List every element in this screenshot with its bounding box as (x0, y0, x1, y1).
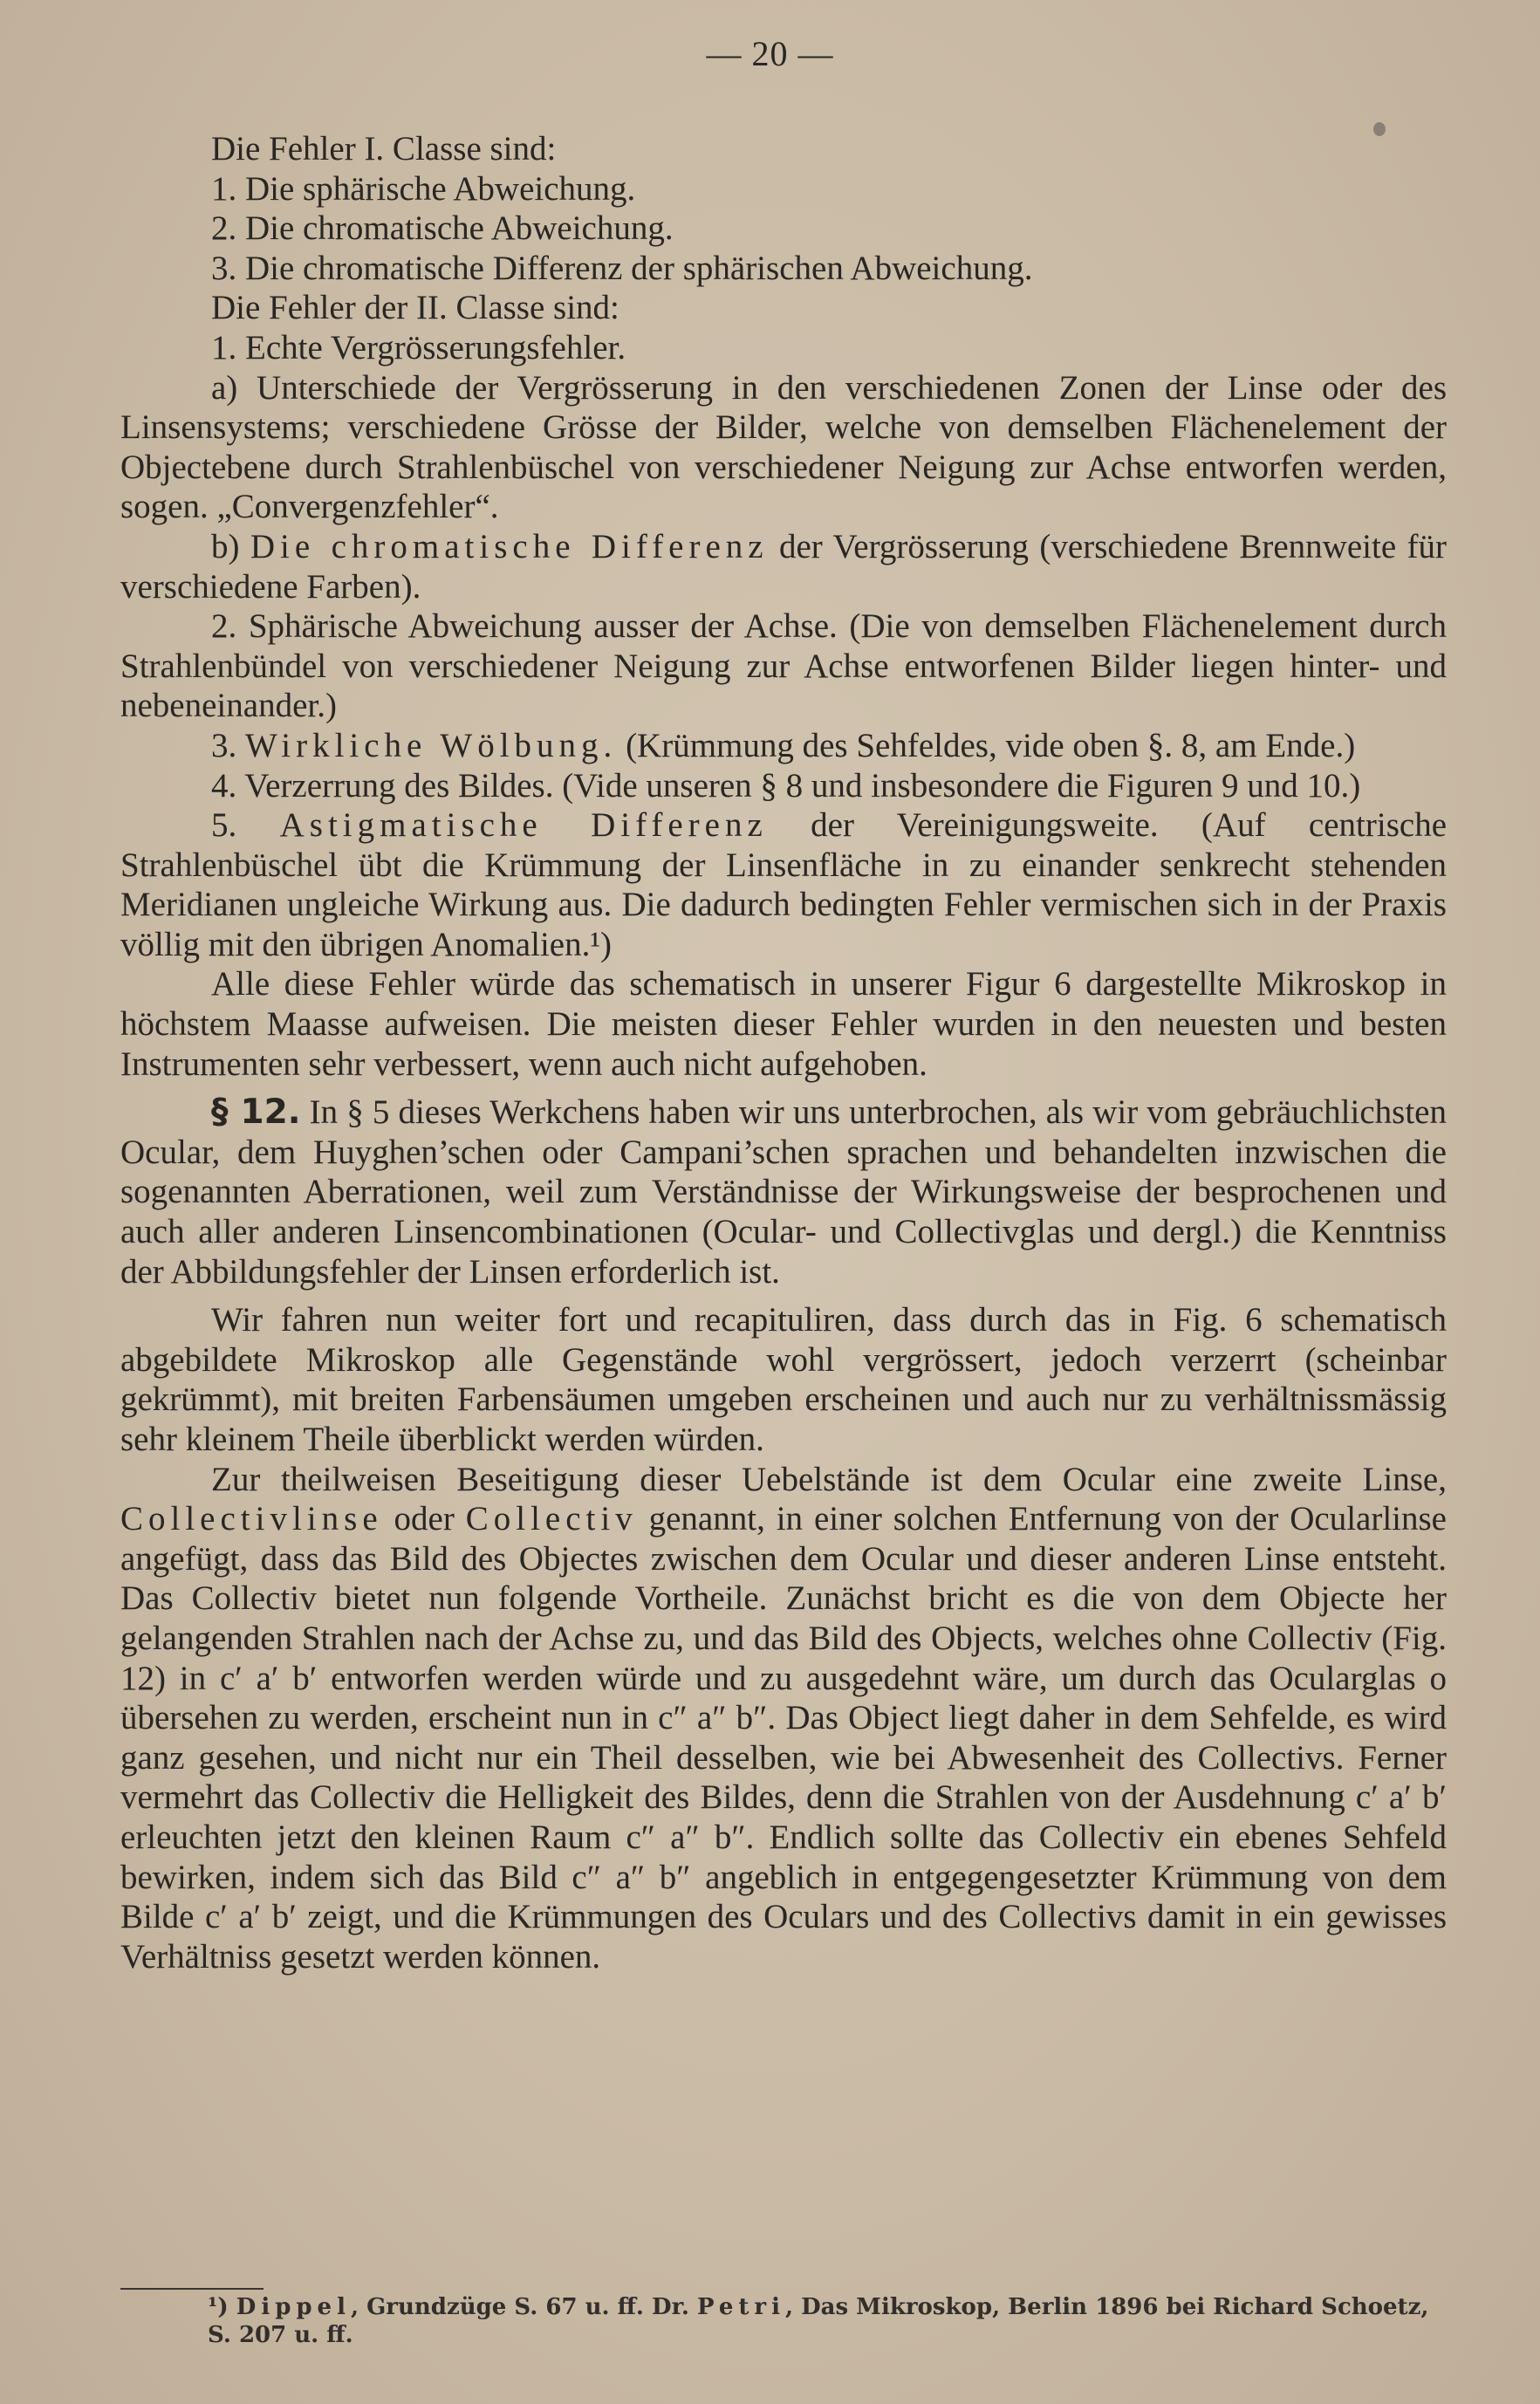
paragraph (120, 527, 1447, 606)
paragraph-list-item: 2. Die chromatische Abweichung. (211, 209, 674, 248)
paragraph (120, 805, 1447, 964)
paragraph-lead: 3. (211, 726, 245, 764)
emphasis-spaced: Wirkliche Wölbung. (245, 726, 618, 764)
page-body (120, 129, 1447, 1976)
emphasis-spaced: Collectiv (465, 1500, 638, 1538)
footnote-text: , Das Mikroskop, Berlin 1896 bei Richard Schoetz, S. 207 u. ff. (208, 2294, 1429, 2348)
paragraph-classe-1-heading: Die Fehler I. Classe sind: (211, 130, 557, 168)
paragraph (120, 1460, 1447, 1977)
paragraph-list-item: 3. Die chromatische Differenz der sphärischen Abweichung. (211, 249, 1033, 287)
section-mark: § 12. (211, 1092, 301, 1133)
paragraph-list-item: 1. Die sphärische Abweichung. (211, 169, 636, 208)
paragraph: Alle diese Fehler würde das schematisch in unserer Figur 6 dargestellte Mikroskop in höchstem Maasse aufweisen. Die meisten dieser Fehler wurden in den neuesten und besten Instrumenten sehr verbessert, wenn auch nicht aufgehoben. (120, 965, 1447, 1083)
page-number: — 20 — (706, 34, 834, 73)
footnote-text: , Grundzüge S. 67 u. ff. Dr. (350, 2294, 698, 2320)
paragraph-lead: Zur theilweisen Beseitigung dieser Uebelstände ist dem Ocular eine zweite Linse, (211, 1460, 1447, 1498)
footnote (208, 2293, 1447, 2349)
paragraph-classe-2-heading: Die Fehler der II. Classe sind: (211, 289, 619, 327)
paragraph-text: der Vergrösserung (verschiedene Brennweite für verschiedene Farben). (120, 527, 1447, 606)
footnote-author: Dippel (236, 2294, 351, 2320)
paragraph-mid: oder (382, 1500, 466, 1538)
paragraph (120, 726, 1447, 766)
paragraph-list-item: 1. Echte Vergrösserungsfehler. (211, 328, 626, 366)
emphasis-spaced: Die chromatische Differenz (250, 527, 769, 565)
emphasis-spaced: Astigmatische Differenz (279, 806, 768, 845)
paragraph-text: genannt, in einer solchen Entfernung von der Ocularlinse angefügt, dass das Bild des Objectes zwischen dem Ocular und dieser anderen Linse entsteht. Das Collectiv bietet nun folgende Vortheile. Zunächst bricht es die von dem Objecte her gelangenden Strahlen nach der Achse zu, und das Bild des Objects, welches ohne Collectiv (Fig. 12) in c′ a′ b′ entworfen werden würde und zu ausgedehnt wäre, um durch das Ocularglas o übersehen zu werden, erscheint nun in c″ a″ b″. Das Object liegt daher in dem Sehfelde, es wird ganz gesehen, und nicht nur ein Theil desselben, wie bei Abwesenheit des Collectivs. Ferner vermehrt das Collectiv die Helligkeit des Bildes, denn die Strahlen von der Ausdehnung c′ a′ b′ erleuchten jetzt den kleinen Raum c″ a″ b″. Endlich sollte das Collectiv ein ebenes Sehfeld bewirken, indem sich das Bild c″ a″ b″ angeblich in entgegengesetzter Krümmung von dem Bilde c′ a′ b′ zeigt, und die Krümmungen des Oculars und des Collectivs damit in ein gewisses Verhältniss gesetzt werden können. (120, 1500, 1447, 1976)
footnote-divider (120, 2288, 264, 2290)
paragraph-text: In § 5 dieses Werkchens haben wir uns unterbrochen, als wir vom gebräuchlichsten Ocular, dem Huyghen’schen oder Campani’schen sprachen und behandelten inzwischen die sogenannten Aberrationen, weil zum Verständnisse der Wirkungsweise der besprochenen und auch aller anderen Linsencombinationen (Ocular- und Collectivglas und dergl.) die Kenntniss der Abbildungsfehler der Linsen erforderlich ist. (120, 1093, 1447, 1291)
paragraph-lead: b) (211, 527, 250, 565)
paragraph: 2. Sphärische Abweichung ausser der Achse. (Die von demselben Flächenelement durch Strahlenbündel von verschiedener Neigung zur Achse entworfenen Bilder liegen hinter- und nebeneinander.) (120, 607, 1447, 725)
paragraph-text: (Krümmung des Sehfeldes, vide oben §. 8, am Ende.) (617, 726, 1356, 764)
paragraph: 4. Verzerrung des Bildes. (Vide unseren § 8 und insbesondere die Figuren 9 und 10.) (211, 766, 1361, 805)
emphasis-spaced: Collectivlinse (120, 1500, 383, 1538)
paragraph-text: der Vereinigungsweite. (Auf centrische Strahlenbüschel übt die Krümmung der Linsenfläche in zu einander senkrecht stehenden Meridianen ungleiche Wirkung aus. Die dadurch bedingten Fehler vermischen sich in der Praxis völlig mit den übrigen Anomalien.¹) (120, 806, 1447, 963)
paragraph: Wir fahren nun weiter fort und recapituliren, dass durch das in Fig. 6 schematisch abgebildete Mikroskop alle Gegenstände wohl vergrössert, jedoch verzerrt (scheinbar gekrümmt), mit breiten Farbensäumen umgeben erscheinen und auch nur zu verhältnissmässig sehr kleinem Theile überblickt werden würden. (120, 1301, 1447, 1458)
paragraph-lead: 5. (211, 806, 280, 845)
footnote-author: Petri (697, 2294, 785, 2320)
paragraph: a) Unterschiede der Vergrösserung in den verschiedenen Zonen der Linse oder des Linsensystems; verschiedene Grösse der Bilder, welche von demselben Flächenelement der Objectebene durch Strahlenbüschel von verschiedener Neigung zur Achse entworfen werden, sogen. „Convergenzfehler“. (120, 368, 1447, 526)
footnote-marker: ¹) (208, 2294, 229, 2320)
paragraph-section-12 (120, 1092, 1447, 1291)
